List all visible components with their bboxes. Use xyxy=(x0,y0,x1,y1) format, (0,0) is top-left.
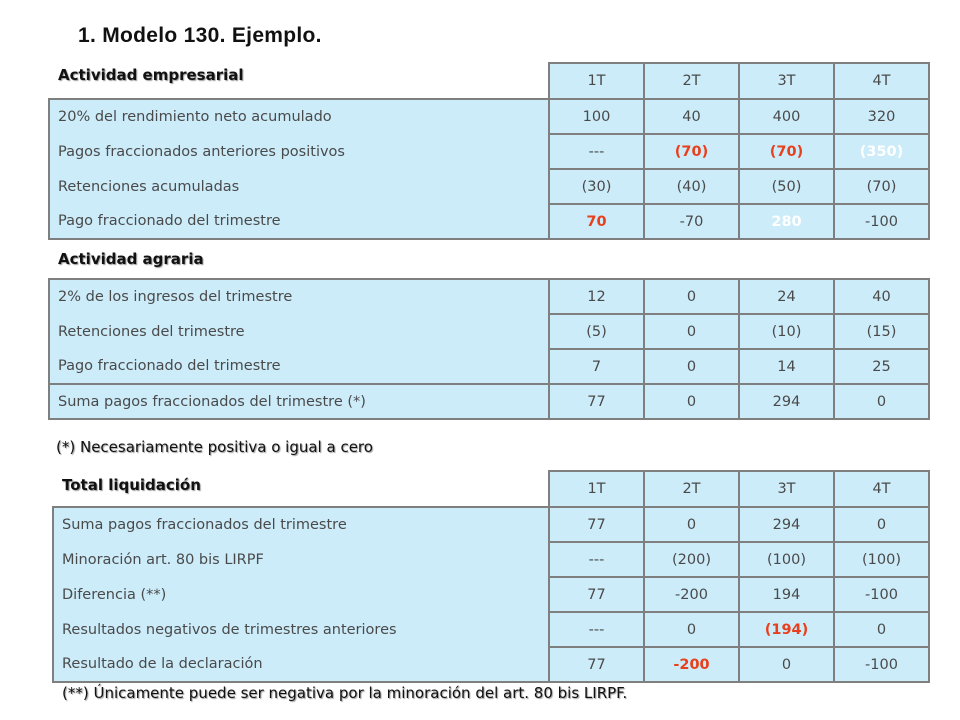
table-cell: (30) xyxy=(549,169,644,204)
row-label: Retenciones acumuladas xyxy=(49,169,549,204)
table-cell: 0 xyxy=(644,279,739,314)
footnote-negative: (**) Únicamente puede ser negativa por la minoración del art. 80 bis LIRPF. xyxy=(62,684,628,702)
table-cell: 14 xyxy=(739,349,834,384)
table-cell: (100) xyxy=(834,542,929,577)
table-cell: (15) xyxy=(834,314,929,349)
table-total xyxy=(52,470,930,683)
table-cell: -100 xyxy=(834,647,929,682)
section-label-agraria: Actividad agraria xyxy=(58,250,204,268)
table-cell: 294 xyxy=(739,507,834,542)
table-cell: 40 xyxy=(644,99,739,134)
page-title: 1. Modelo 130. Ejemplo. xyxy=(78,24,322,47)
table-cell: -100 xyxy=(834,204,929,239)
table-cell: 0 xyxy=(739,647,834,682)
table-row xyxy=(49,349,929,384)
table-cell-highlight: (194) xyxy=(739,612,834,647)
column-header: 4T xyxy=(834,63,929,99)
column-header: 4T xyxy=(834,471,929,507)
table-empresarial xyxy=(48,62,930,240)
row-label: Resultado de la declaración xyxy=(53,647,549,682)
table-cell-faded: (350) xyxy=(834,134,929,169)
table-row xyxy=(53,577,929,612)
table-cell-highlight: (70) xyxy=(644,134,739,169)
row-label: Pago fraccionado del trimestre xyxy=(49,204,549,239)
table-cell: -100 xyxy=(834,577,929,612)
table-cell: 40 xyxy=(834,279,929,314)
table-cell: 0 xyxy=(644,612,739,647)
table-cell: 0 xyxy=(644,349,739,384)
row-label: Retenciones del trimestre xyxy=(49,314,549,349)
table-cell: 194 xyxy=(739,577,834,612)
table-cell: --- xyxy=(549,542,644,577)
table-cell: --- xyxy=(549,134,644,169)
row-label: 2% de los ingresos del trimestre xyxy=(49,279,549,314)
table-cell: 77 xyxy=(549,507,644,542)
column-header: 1T xyxy=(549,471,644,507)
row-label: Minoración art. 80 bis LIRPF xyxy=(53,542,549,577)
table-cell: 400 xyxy=(739,99,834,134)
table-cell: 320 xyxy=(834,99,929,134)
table-row xyxy=(53,507,929,542)
table-cell: 0 xyxy=(644,384,739,419)
table-cell: (40) xyxy=(644,169,739,204)
table-cell: 0 xyxy=(834,384,929,419)
table-row xyxy=(53,612,929,647)
table-row xyxy=(49,314,929,349)
table-cell: --- xyxy=(549,612,644,647)
table-cell: (5) xyxy=(549,314,644,349)
table-row xyxy=(49,134,929,169)
table-cell: (70) xyxy=(834,169,929,204)
column-header: 3T xyxy=(739,471,834,507)
table-cell: 0 xyxy=(644,507,739,542)
table-cell: 0 xyxy=(644,314,739,349)
column-header: 2T xyxy=(644,471,739,507)
table-row xyxy=(49,169,929,204)
table-row-total xyxy=(49,384,929,419)
row-label: Suma pagos fraccionados del trimestre (*) xyxy=(49,384,549,419)
row-label: 20% del rendimiento neto acumulado xyxy=(49,99,549,134)
table-cell-highlight: 70 xyxy=(549,204,644,239)
row-label: Pago fraccionado del trimestre xyxy=(49,349,549,384)
table-cell: -70 xyxy=(644,204,739,239)
table-cell: -200 xyxy=(644,577,739,612)
table-cell: 12 xyxy=(549,279,644,314)
table-row xyxy=(49,99,929,134)
table-cell: 77 xyxy=(549,647,644,682)
table-cell: 0 xyxy=(834,612,929,647)
table-cell: (10) xyxy=(739,314,834,349)
row-label: Resultados negativos de trimestres anteriores xyxy=(53,612,549,647)
table-cell: 25 xyxy=(834,349,929,384)
table-cell: 7 xyxy=(549,349,644,384)
table-cell: 0 xyxy=(834,507,929,542)
table-cell-faded: 280 xyxy=(739,204,834,239)
footnote-positive: (*) Necesariamente positiva o igual a cero xyxy=(56,438,373,456)
table-row xyxy=(49,279,929,314)
section-label-empresarial: Actividad empresarial xyxy=(58,66,244,84)
column-header: 3T xyxy=(739,63,834,99)
section-label-total: Total liquidación xyxy=(62,476,201,494)
table-cell: (50) xyxy=(739,169,834,204)
column-header: 1T xyxy=(549,63,644,99)
table-cell: 24 xyxy=(739,279,834,314)
row-label: Diferencia (**) xyxy=(53,577,549,612)
column-header: 2T xyxy=(644,63,739,99)
table-cell: (100) xyxy=(739,542,834,577)
table-cell: (200) xyxy=(644,542,739,577)
row-label: Suma pagos fraccionados del trimestre xyxy=(53,507,549,542)
table-cell: 100 xyxy=(549,99,644,134)
table-row xyxy=(49,204,929,239)
table-cell: 77 xyxy=(549,577,644,612)
table-row xyxy=(53,647,929,682)
row-label: Pagos fraccionados anteriores positivos xyxy=(49,134,549,169)
table-cell-highlight: (70) xyxy=(739,134,834,169)
table-agraria xyxy=(48,278,930,420)
table-row xyxy=(53,542,929,577)
table-cell: 77 xyxy=(549,384,644,419)
table-cell-highlight: -200 xyxy=(644,647,739,682)
table-cell: 294 xyxy=(739,384,834,419)
